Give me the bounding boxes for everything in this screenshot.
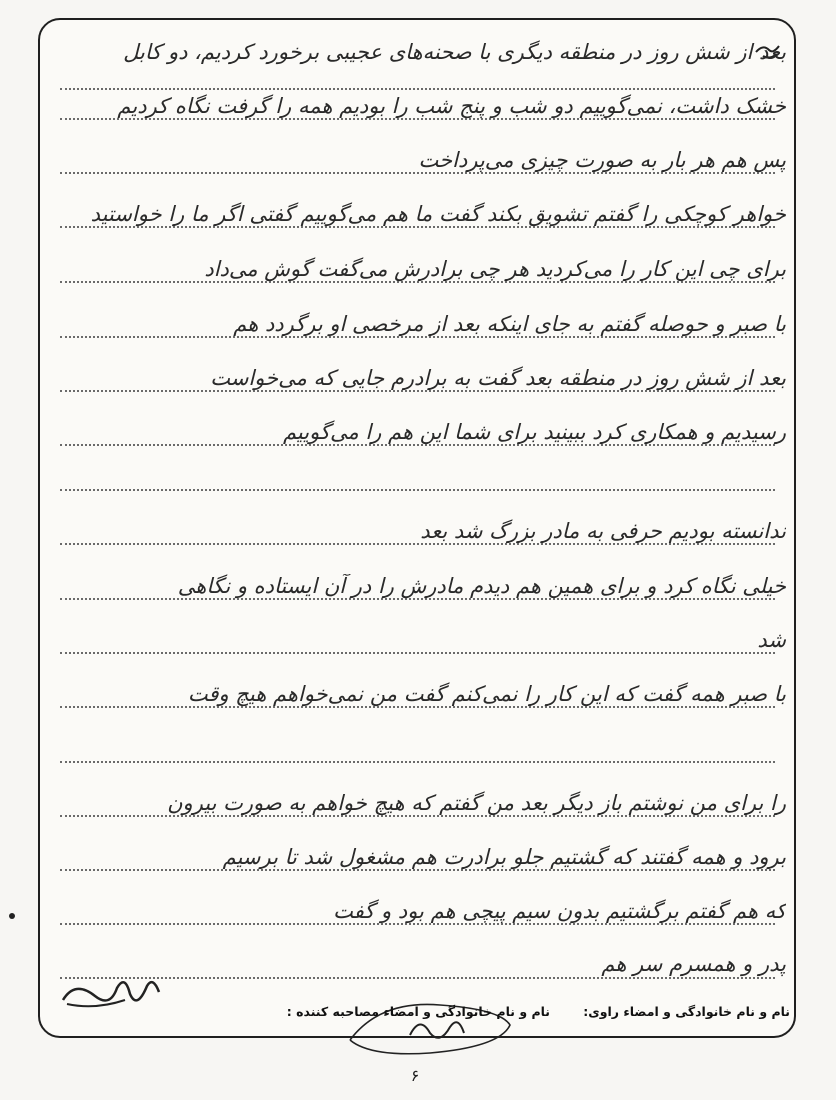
handwritten-line: رسیدیم و همکاری کرد ببینید برای شما این هم را می‌گوییم (282, 420, 786, 444)
margin-dot (9, 913, 15, 919)
narrator-signature-label: نام و نام خانوادگی و امضاء راوی: (583, 1004, 790, 1019)
handwritten-line: را برای من نوشتم باز دیگر بعد من گفتم که هیچ خواهم به صورت بیرون (167, 791, 786, 815)
handwritten-line: بعد از شش روز در منطقه بعد گفت به برادرم جایی که می‌خواست (210, 366, 786, 390)
handwritten-line: خیلی نگاه کرد و برای همین هم دیدم مادرش را در آن ایستاده و نگاهی (177, 574, 786, 598)
handwritten-line: پدر و همسرم سر هم (601, 952, 786, 976)
handwritten-line: خواهر کوچکی را گفتم تشویق بکند گفت ما هم می‌گوییم گفتی اگر ما را خواستید (90, 202, 786, 226)
handwritten-line: که هم گفتم برگشتیم بدون سیم پیچی هم بود و گفت (333, 899, 786, 923)
handwritten-line: پس هم هر بار به صورت چیزی می‌پرداخت (418, 148, 786, 172)
interviewer-signature-label: نام و نام خانوادگی و امضاء مصاحبه کننده : (286, 1004, 550, 1019)
handwritten-line: برود و همه گفتند که گشتیم جلو برادرت هم مشغول شد تا برسیم (222, 845, 786, 869)
handwritten-line: بعد از شش روز در منطقه دیگری با صحنه‌های عجیبی برخورد کردیم، دو کابل (123, 40, 786, 64)
handwritten-line: با صبر همه گفت که این کار را نمی‌کنم گفت من نمی‌خواهم هیچ وقت (187, 682, 786, 706)
handwritten-line: خشک داشت، نمی‌گوییم دو شب و پنج شب را بودیم همه را گرفت نگاه کردیم (117, 94, 786, 118)
ruled-line (60, 88, 775, 90)
handwritten-line: با صبر و حوصله گفتم به جای اینکه بعد از مرخصی او برگردد هم (233, 312, 786, 336)
page-number: ۶ (410, 1066, 420, 1085)
handwritten-line (46, 468, 786, 504)
handwritten-line: شد (757, 628, 786, 652)
handwritten-line: برای چی این کار را می‌کردید هر چی برادرش می‌گفت گوش می‌داد (204, 257, 786, 281)
handwritten-line (46, 735, 786, 771)
handwritten-line: ندانسته بودیم حرفی به مادر بزرگ شد بعد (420, 519, 786, 543)
signature-footer (60, 1004, 790, 1028)
